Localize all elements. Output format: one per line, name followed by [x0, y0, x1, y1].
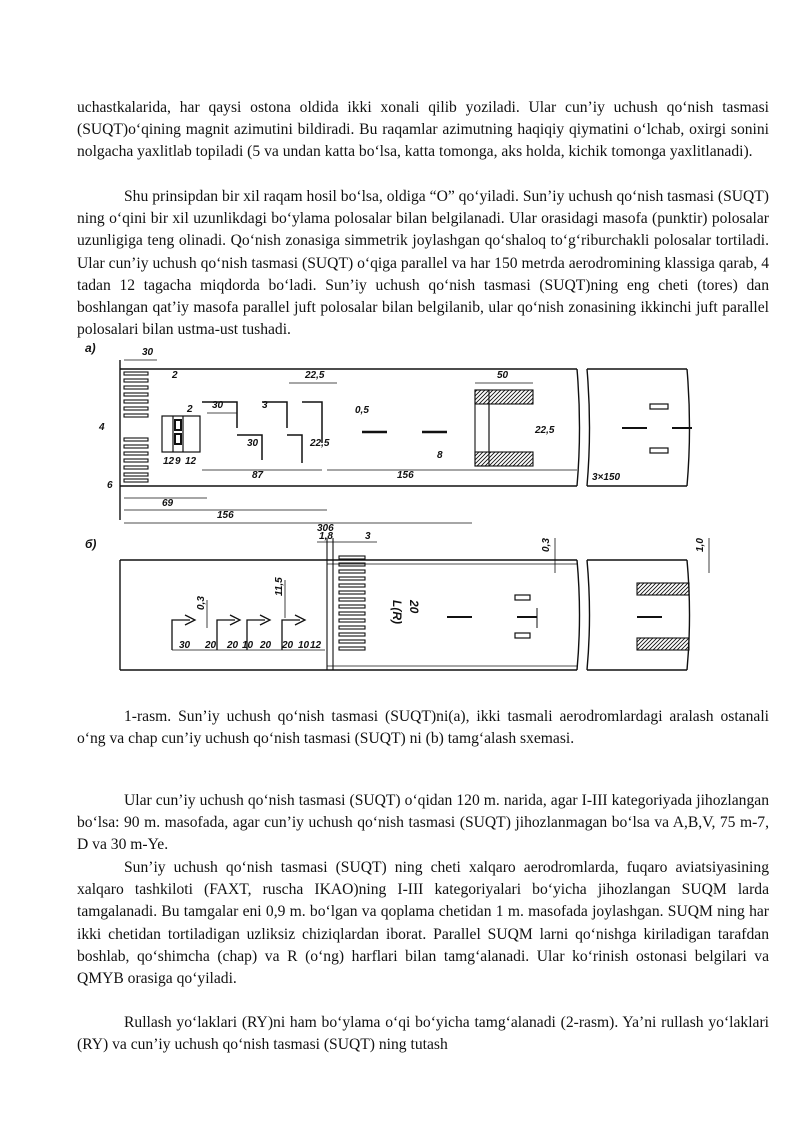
threshold-stripes-b — [339, 556, 365, 650]
dim-a-3: 50 — [497, 370, 509, 381]
runway-lr-letter: L(R) — [390, 600, 404, 624]
dim-b-11: 20 — [282, 640, 294, 651]
aiming-point-a — [475, 390, 533, 466]
panel-a-label: а) — [85, 341, 96, 355]
dim-a-8: 30 — [247, 438, 259, 449]
dim-a-21: 306 — [317, 523, 334, 534]
dim-b-2: 0,3 — [541, 538, 552, 552]
dim-a-2: 22,5 — [305, 370, 325, 381]
dimension-lines-a — [124, 360, 577, 523]
dim-a-22: 2 — [187, 404, 193, 415]
dim-a-6: 0,5 — [355, 405, 369, 416]
dim-a-18: 6 — [107, 480, 113, 491]
threshold-stripes-a — [124, 372, 148, 482]
dim-a-10: 8 — [437, 450, 443, 461]
dim-a-5: 3 — [262, 400, 268, 411]
dim-a-0: 30 — [142, 347, 154, 358]
dim-a-7: 22,5 — [310, 438, 330, 449]
dim-a-17: 3×150 — [592, 472, 621, 483]
paragraph-5: Rullash yo‘laklari (RY)ni ham bo‘ylama o‘qi bo‘yicha tamg‘alanadi (2-rasm). Ya’ni rullash yo‘laklari (RY) va cun’iy uchush qo‘nish tasmasi (SUQT) ning tutash — [77, 1014, 769, 1054]
dim-a-20: 156 — [217, 510, 234, 521]
touchdown-bars-a — [202, 402, 447, 463]
paragraph-4: Sun’iy uchush qo‘nish tasmasi (SUQT) ning cheti xalqaro aerodromlarda, fuqaro aviatsiyasining xalqaro tashkiloti (FAXT, ruscha IKAO)ning I-III kategoriyalari bo‘yicha jihozlangan SUQM larda tamgalanadi. Bu tamgalar eni 0,9 m. bo‘lgan va qoplama chetidan 1 m. masofada joylashgan. SUQM ning har ikki chetidan tortiladigan uzliksiz chiziqlardan iborat. Parallel SUQM larni qo‘nishga kiriladigan tarafdan boshlab, qo‘shimcha (chap) va R (o‘ng) harflari bilan tamg‘alanadi. Ular ko‘rinish ostonasi belgilari va QMYB orasiga qo‘yiladi. — [77, 859, 769, 988]
dim-a-9: 22,5 — [535, 425, 555, 436]
dim-b-3: 1,0 — [695, 538, 706, 552]
designator-a — [162, 416, 200, 452]
dim-a-15: 87 — [252, 470, 264, 481]
runway-a-outline — [120, 360, 690, 520]
dim-b-12: 10 — [298, 640, 310, 651]
runway-marking-figure — [77, 338, 717, 700]
dim-b-7: 20 — [205, 640, 217, 651]
panel-b-label: б) — [85, 537, 97, 551]
dim-b-4: 11,5 — [274, 577, 285, 596]
dim-b-5: 0,3 — [196, 596, 207, 610]
dim-b-10: 20 — [260, 640, 272, 651]
touchdown-zone-bars-a — [622, 404, 692, 453]
dim-a-11: 12 — [163, 456, 175, 467]
dim-b-6: 30 — [179, 640, 191, 651]
dim-a-13: 12 — [185, 456, 197, 467]
paragraph-1: uchastkalarida, har qaysi ostona oldida ikki xonali qilib yoziladi. Ular cun’iy uchush qo‘nish tasmasi (SUQT)o‘qining magnit azimutini bildiradi. Bu raqamlar azimutning haqiqiy qiymatini o‘lchab, oxirgi sonini nolgacha yaxlitlab topiladi (5 va undan katta bo‘lsa, katta tomonga, aks holda, kichik tomonga yaxlitlanadi). — [77, 99, 769, 161]
dim-a-19: 69 — [162, 498, 174, 509]
dim-a-14: 4 — [99, 422, 105, 433]
dim-b-9: 10 — [242, 640, 254, 651]
dim-b-13: 12 — [310, 640, 322, 651]
paragraph-2: Shu prinsipdan bir xil raqam hosil bo‘lsa, oldiga “O” qo‘yiladi. Sun’iy uchush qo‘nish tasmasi (SUQT) ning o‘qini bir xil uzunlikdagi bo‘ylama polosalar bilan belgilanadi. Ular orasidagi masofa (punktir) polosalar uzunligiga teng olinadi. Qo‘nish zonasiga simmetrik joylashgan qo‘shaloq to‘g‘riburchakli polosalar tortiladi. Ular cun’iy uchush qo‘nish tasmasi (SUQT) o‘qiga parallel va har 150 metrda aerodromining klassiga qarab, 4 tadan 12 tagacha miqdorda bo‘ladi. Sun’iy uchush qo‘nish tasmasi (SUQT)ning eng cheti (tores) dan boshlangan qat’iy masofa parallel juft polosalar bilan belgilanib, ular qo‘nish zonasining ikkinchi juft parallel polosalari bilan ustma-ust tushadi. — [77, 188, 769, 339]
figure-caption: 1-rasm. Sun’iy uchush qo‘nish tasmasi (SUQT)ni(a), ikki tasmali aerodromlardagi aralash ostanali o‘ng va chap cun’iy uchush qo‘nish tasmasi (SUQT) ni (b) tamg‘alash sxemasi. — [77, 708, 769, 748]
dim-a-16: 156 — [397, 470, 414, 481]
dim-b-8: 20 — [227, 640, 239, 651]
dim-b-0: 1,8 — [319, 531, 333, 542]
paragraph-3: Ular cun’iy uchush qo‘nish tasmasi (SUQT) o‘qidan 120 m. narida, agar I-III kategoriyada jihozlangan bo‘lsa: 90 m. masofada, agar cun’iy uchush qo‘nish tasmasi (SUQT) jihozlanmagan bo‘lsa va A,B,V, 75 m-7, D va 30 m-Ye. — [77, 792, 769, 854]
centerline-marks-b — [447, 595, 662, 638]
dim-b-1: 3 — [365, 531, 371, 542]
dim-a-4: 30 — [212, 400, 224, 411]
runway-number: 20 — [407, 600, 421, 614]
dim-a-1: 2 — [172, 370, 178, 381]
dim-a-12: 9 — [175, 456, 181, 467]
